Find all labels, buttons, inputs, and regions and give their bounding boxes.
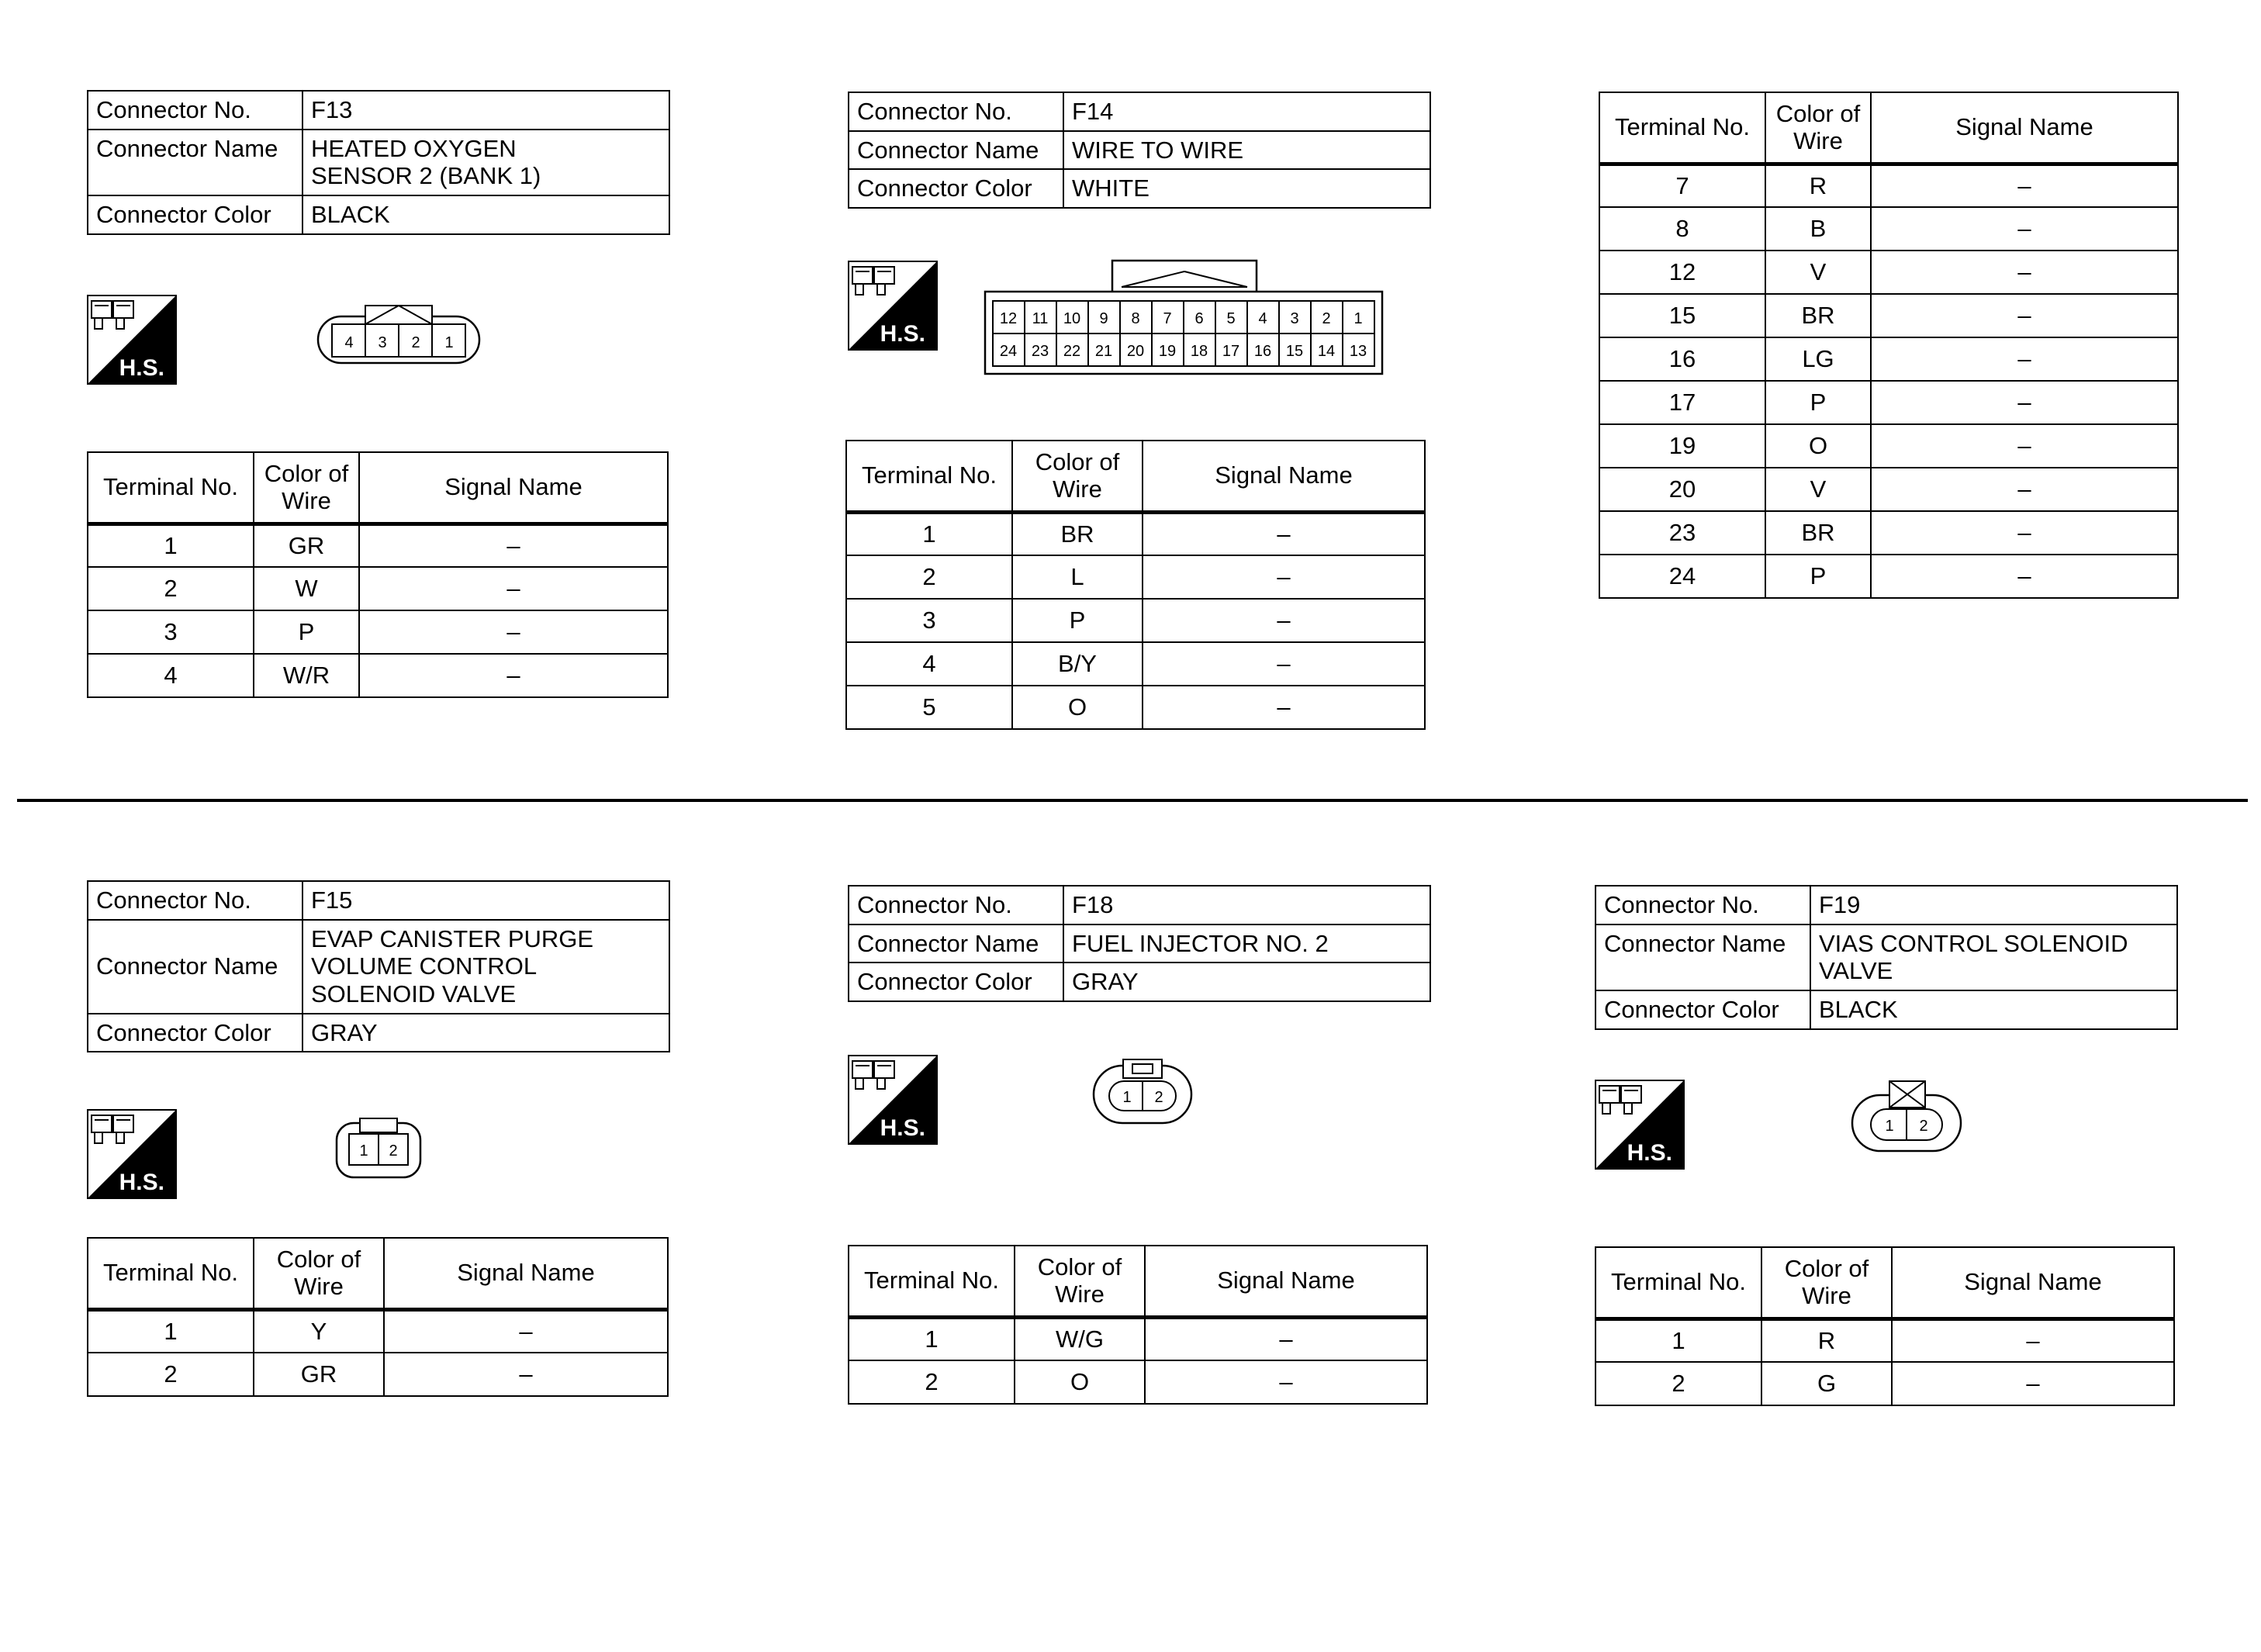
signal-cell: – (1871, 555, 2178, 598)
pin-label: 10 (1063, 310, 1081, 327)
signal-cell: – (359, 524, 668, 567)
signal-cell: – (1143, 555, 1425, 599)
signal-name-header: Signal Name (359, 452, 668, 524)
f18-connector-info-table (848, 885, 1431, 1002)
harness-side-icon (848, 261, 938, 351)
wire-color-cell: BR (1012, 512, 1143, 555)
signal-cell: – (1143, 686, 1425, 729)
pin-label: 19 (1158, 343, 1177, 360)
table-row (1599, 337, 2178, 381)
pin-label: 1 (1122, 1089, 1132, 1106)
connector-color-label: Connector Color (849, 963, 1063, 1001)
terminal-cell: 17 (1599, 381, 1765, 424)
connector-color-label: Connector Color (88, 195, 303, 234)
signal-cell: – (384, 1353, 668, 1396)
connector-color-value: WHITE (1063, 169, 1430, 208)
signal-name-header: Signal Name (384, 1238, 668, 1309)
connector-name-line: VOLUME CONTROL (311, 952, 538, 980)
connector-no-value: F15 (303, 881, 669, 920)
wire-color-cell: G (1761, 1362, 1892, 1405)
terminal-cell: 4 (846, 642, 1012, 686)
wire-color-cell: BR (1765, 511, 1871, 555)
connector-name-value (1810, 924, 2177, 990)
connector-no-value: F19 (1810, 886, 2177, 924)
pin-label: 13 (1349, 343, 1367, 360)
pin-label: 1 (359, 1142, 368, 1160)
terminal-no-header: Terminal No. (1595, 1247, 1761, 1318)
header-line: Color of (264, 459, 349, 487)
header-line: Color of (1784, 1254, 1869, 1282)
wire-color-cell: R (1761, 1318, 1892, 1362)
header-line: Wire (1802, 1282, 1851, 1310)
table-row (849, 963, 1430, 1001)
connector-name-line: VALVE (1819, 957, 1893, 985)
harness-side-icon (848, 1055, 938, 1145)
terminal-cell: 20 (1599, 468, 1765, 511)
terminal-cell: 15 (1599, 294, 1765, 337)
pin-label: 4 (1258, 310, 1267, 327)
signal-cell: – (1871, 468, 2178, 511)
terminal-no-header: Terminal No. (88, 1238, 254, 1309)
f13-connector-info-table (87, 90, 670, 235)
table-row (849, 92, 1430, 131)
wire-color-cell: Y (254, 1309, 384, 1353)
table-row (846, 686, 1425, 729)
header-line: Wire (1053, 475, 1102, 503)
wire-color-cell: O (1012, 686, 1143, 729)
terminal-cell: 8 (1599, 207, 1765, 251)
wire-color-cell: R (1765, 164, 1871, 207)
f13-connector-face-icon (316, 299, 481, 374)
pin-label: 11 (1032, 310, 1049, 327)
connector-no-label: Connector No. (849, 886, 1063, 924)
pin-label: 24 (999, 343, 1018, 360)
connector-name-line: SENSOR 2 (BANK 1) (311, 162, 541, 190)
table-row (1599, 424, 2178, 468)
f19-connector-face-icon (1851, 1078, 1962, 1156)
connector-color-value: BLACK (303, 195, 669, 234)
table-row (849, 924, 1430, 963)
connector-color-value: GRAY (303, 1014, 669, 1052)
table-row (846, 555, 1425, 599)
hs-badge-label: H.S. (1627, 1140, 1672, 1166)
pin-label: 22 (1063, 343, 1081, 360)
table-row (88, 130, 669, 195)
color-of-wire-header (254, 1238, 384, 1309)
f19-connector-info-table (1595, 885, 2178, 1030)
signal-cell: – (359, 654, 668, 697)
signal-name-header: Signal Name (1871, 92, 2178, 164)
f14-connector-face-icon (984, 259, 1384, 377)
table-row (88, 195, 669, 234)
connector-color-value: BLACK (1810, 990, 2177, 1029)
table-row (88, 920, 669, 1014)
pin-label: 14 (1317, 343, 1336, 360)
pin-label: 5 (1226, 310, 1236, 327)
wire-color-cell: O (1765, 424, 1871, 468)
terminal-cell: 2 (88, 1353, 254, 1396)
pin-label: 23 (1031, 343, 1049, 360)
terminal-cell: 7 (1599, 164, 1765, 207)
connector-name-label: Connector Name (1595, 924, 1810, 990)
table-row (88, 567, 668, 610)
table-row (846, 599, 1425, 642)
signal-cell: – (1871, 381, 2178, 424)
signal-cell: – (1143, 642, 1425, 686)
terminal-cell: 3 (846, 599, 1012, 642)
pin-label: 12 (999, 310, 1018, 327)
signal-cell: – (359, 567, 668, 610)
harness-side-icon (87, 1109, 177, 1199)
color-of-wire-header (1761, 1247, 1892, 1318)
f19-terminal-table (1595, 1246, 2175, 1406)
pin-label: 8 (1131, 310, 1140, 327)
table-row (1599, 164, 2178, 207)
pin-label: 6 (1194, 310, 1204, 327)
connector-name-line: HEATED OXYGEN (311, 134, 517, 162)
color-of-wire-header (1765, 92, 1871, 164)
wire-color-cell: GR (254, 1353, 384, 1396)
table-row (849, 1317, 1427, 1360)
hs-badge-label: H.S. (119, 355, 164, 381)
pin-label: 9 (1099, 310, 1108, 327)
table-header-row (88, 452, 668, 524)
hs-badge-label: H.S. (880, 321, 925, 347)
pin-label: 21 (1094, 343, 1113, 360)
terminal-no-header: Terminal No. (846, 441, 1012, 512)
header-line: Color of (1035, 448, 1120, 475)
wire-color-cell: LG (1765, 337, 1871, 381)
connector-name-label: Connector Name (849, 924, 1063, 963)
terminal-cell: 2 (849, 1360, 1015, 1404)
signal-name-header: Signal Name (1143, 441, 1425, 512)
connector-no-label: Connector No. (88, 881, 303, 920)
wire-color-cell: V (1765, 468, 1871, 511)
table-row (1595, 990, 2177, 1029)
table-row (88, 1014, 669, 1052)
pin-label: 2 (1919, 1118, 1928, 1135)
pin-label: 20 (1126, 343, 1145, 360)
connector-no-label: Connector No. (88, 91, 303, 130)
table-row (88, 1353, 668, 1396)
terminal-cell: 19 (1599, 424, 1765, 468)
terminal-cell: 3 (88, 610, 254, 654)
terminal-cell: 1 (88, 1309, 254, 1353)
section-divider (17, 799, 2248, 802)
terminal-no-header: Terminal No. (849, 1246, 1015, 1317)
wire-color-cell: P (1765, 555, 1871, 598)
wire-color-cell: L (1012, 555, 1143, 599)
pin-label: 3 (1290, 310, 1299, 327)
wire-color-cell: BR (1765, 294, 1871, 337)
terminal-cell: 1 (88, 524, 254, 567)
wire-color-cell: P (254, 610, 359, 654)
f18-terminal-table (848, 1245, 1428, 1405)
signal-cell: – (384, 1309, 668, 1353)
connector-color-label: Connector Color (88, 1014, 303, 1052)
f13-terminal-table (87, 451, 669, 698)
pin-label: 4 (344, 334, 354, 351)
harness-side-icon (87, 295, 177, 385)
connector-no-value: F13 (303, 91, 669, 130)
pin-label: 7 (1163, 310, 1172, 327)
table-row (849, 131, 1430, 170)
header-line: Wire (294, 1273, 344, 1301)
signal-cell: – (1145, 1360, 1427, 1404)
signal-cell: – (1892, 1362, 2174, 1405)
terminal-cell: 2 (88, 567, 254, 610)
color-of-wire-header (254, 452, 359, 524)
header-line: Wire (282, 487, 331, 515)
terminal-cell: 1 (849, 1317, 1015, 1360)
table-row (1599, 207, 2178, 251)
table-row (1599, 251, 2178, 294)
terminal-cell: 5 (846, 686, 1012, 729)
header-line: Wire (1055, 1280, 1105, 1308)
wire-color-cell: B (1765, 207, 1871, 251)
color-of-wire-header (1015, 1246, 1145, 1317)
table-row (88, 881, 669, 920)
table-row (1595, 886, 2177, 924)
table-row (88, 91, 669, 130)
terminal-cell: 2 (1595, 1362, 1761, 1405)
wire-color-cell: P (1012, 599, 1143, 642)
terminal-cell: 23 (1599, 511, 1765, 555)
terminal-cell: 12 (1599, 251, 1765, 294)
signal-cell: – (1871, 251, 2178, 294)
table-row (1599, 294, 2178, 337)
connector-no-label: Connector No. (1595, 886, 1810, 924)
pin-label: 2 (411, 334, 420, 351)
signal-cell: – (1143, 599, 1425, 642)
f15-connector-info-table (87, 880, 670, 1052)
table-row (1599, 381, 2178, 424)
table-header-row (88, 1238, 668, 1309)
pin-label: 2 (1154, 1089, 1163, 1106)
pin-label: 16 (1253, 343, 1272, 360)
table-row (849, 1360, 1427, 1404)
pin-label: 15 (1285, 343, 1304, 360)
table-row (1599, 555, 2178, 598)
table-header-row (1595, 1247, 2174, 1318)
color-of-wire-header (1012, 441, 1143, 512)
table-row (849, 886, 1430, 924)
header-line: Wire (1793, 127, 1843, 155)
signal-cell: – (1871, 164, 2178, 207)
signal-cell: – (1871, 424, 2178, 468)
f14-terminal-table-continued (1599, 92, 2179, 599)
table-row (846, 512, 1425, 555)
connector-name-label: Connector Name (88, 920, 303, 1014)
harness-side-icon (1595, 1080, 1685, 1170)
table-row (849, 169, 1430, 208)
signal-name-header: Signal Name (1892, 1247, 2174, 1318)
signal-cell: – (1871, 294, 2178, 337)
connector-color-label: Connector Color (1595, 990, 1810, 1029)
wire-color-cell: GR (254, 524, 359, 567)
connector-no-label: Connector No. (849, 92, 1063, 131)
f15-terminal-table (87, 1237, 669, 1397)
f18-connector-face-icon (1092, 1056, 1193, 1126)
pin-label: 1 (444, 334, 454, 351)
terminal-cell: 4 (88, 654, 254, 697)
connector-no-value: F18 (1063, 886, 1430, 924)
table-row (88, 610, 668, 654)
wire-color-cell: B/Y (1012, 642, 1143, 686)
table-header-row (1599, 92, 2178, 164)
signal-cell: – (1145, 1317, 1427, 1360)
connector-name-label: Connector Name (88, 130, 303, 195)
terminal-cell: 24 (1599, 555, 1765, 598)
connector-color-value: GRAY (1063, 963, 1430, 1001)
wire-color-cell: W (254, 567, 359, 610)
signal-cell: – (1871, 511, 2178, 555)
connector-name-value (303, 130, 669, 195)
terminal-cell: 2 (846, 555, 1012, 599)
connector-name-line: SOLENOID VALVE (311, 980, 517, 1007)
wire-color-cell: V (1765, 251, 1871, 294)
table-row (88, 1309, 668, 1353)
connector-name-value: WIRE TO WIRE (1063, 131, 1430, 170)
signal-cell: – (359, 610, 668, 654)
signal-cell: – (1143, 512, 1425, 555)
connector-name-line: VIAS CONTROL SOLENOID (1819, 929, 2128, 957)
header-line: Color of (1037, 1253, 1122, 1280)
f15-connector-face-icon (335, 1117, 422, 1180)
hs-badge-label: H.S. (880, 1115, 925, 1141)
table-row (88, 524, 668, 567)
terminal-no-header: Terminal No. (88, 452, 254, 524)
signal-cell: – (1892, 1318, 2174, 1362)
pin-label: 18 (1190, 343, 1208, 360)
connector-color-label: Connector Color (849, 169, 1063, 208)
f14-connector-info-table (848, 92, 1431, 209)
table-header-row (846, 441, 1425, 512)
signal-name-header: Signal Name (1145, 1246, 1427, 1317)
table-row (88, 654, 668, 697)
wire-color-cell: W/G (1015, 1317, 1145, 1360)
wire-color-cell: O (1015, 1360, 1145, 1404)
table-row (1595, 1318, 2174, 1362)
connector-name-label: Connector Name (849, 131, 1063, 170)
wire-color-cell: P (1765, 381, 1871, 424)
wire-color-cell: W/R (254, 654, 359, 697)
connector-name-value (303, 920, 669, 1014)
terminal-cell: 1 (846, 512, 1012, 555)
table-row (1595, 1362, 2174, 1405)
pin-label: 1 (1885, 1118, 1894, 1135)
connector-no-value: F14 (1063, 92, 1430, 131)
terminal-no-header: Terminal No. (1599, 92, 1765, 164)
table-row (1599, 511, 2178, 555)
signal-cell: – (1871, 207, 2178, 251)
pin-label: 3 (378, 334, 387, 351)
signal-cell: – (1871, 337, 2178, 381)
table-row (1599, 468, 2178, 511)
connector-name-line: EVAP CANISTER PURGE (311, 924, 594, 952)
pin-label: 2 (389, 1142, 398, 1160)
connector-name-value: FUEL INJECTOR NO. 2 (1063, 924, 1430, 963)
pin-label: 1 (1353, 310, 1363, 327)
pin-label: 17 (1222, 343, 1240, 360)
hs-badge-label: H.S. (119, 1170, 164, 1195)
table-row (1595, 924, 2177, 990)
table-row (846, 642, 1425, 686)
header-line: Color of (276, 1245, 361, 1273)
terminal-cell: 1 (1595, 1318, 1761, 1362)
f14-terminal-table (845, 440, 1426, 730)
table-header-row (849, 1246, 1427, 1317)
pin-label: 2 (1322, 310, 1331, 327)
header-line: Color of (1775, 99, 1861, 127)
terminal-cell: 16 (1599, 337, 1765, 381)
